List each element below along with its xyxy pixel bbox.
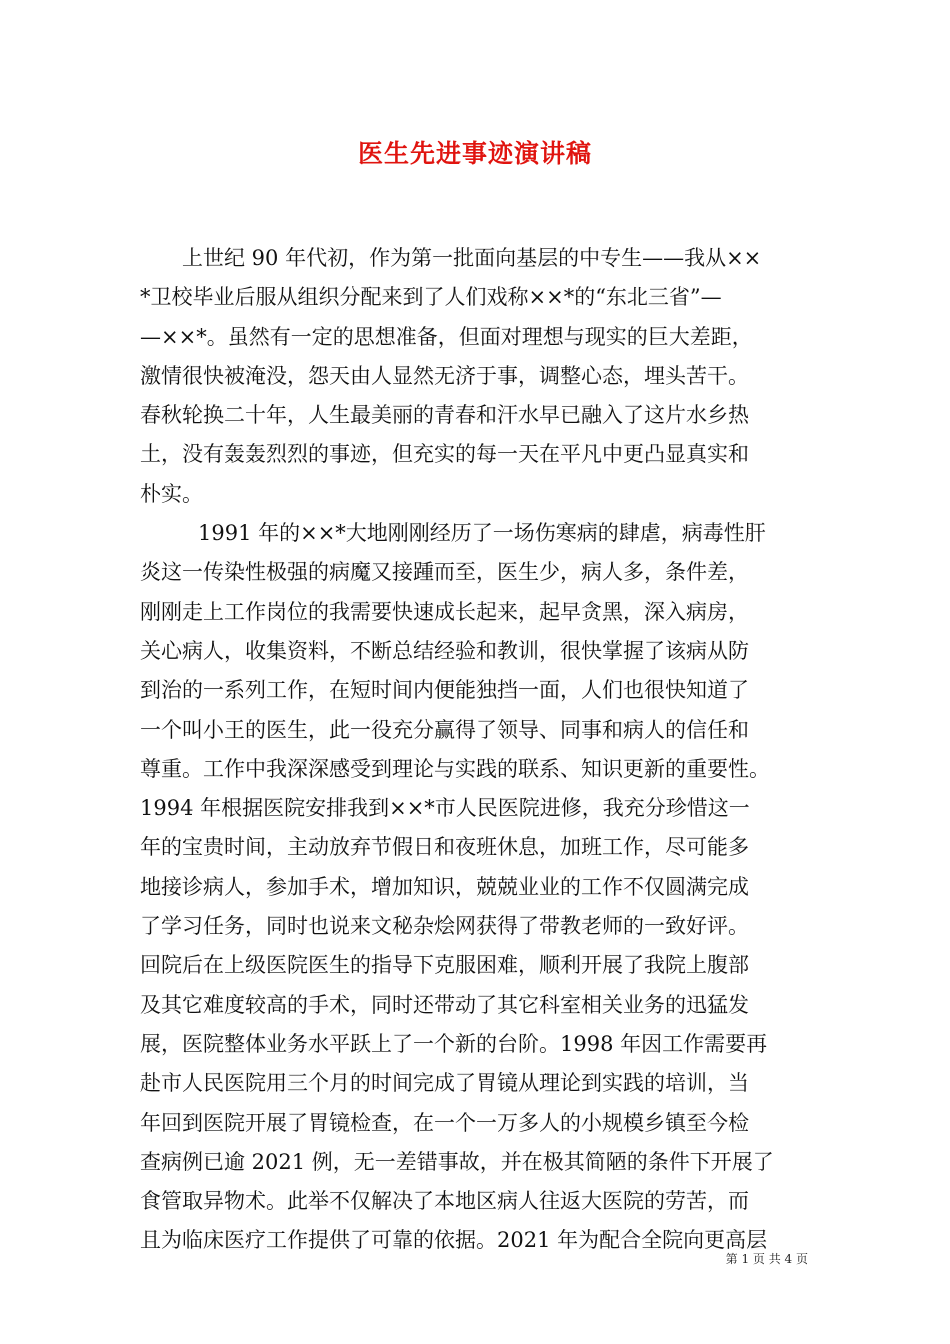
body-line: 了学习任务，同时也说来文秘杂烩网获得了带教老师的一致好评。 [140, 914, 749, 939]
document-title: 医生先进事迹演讲稿 [357, 139, 592, 168]
body-line: 查病例已逾 2021 例，无一差错事故，并在极其简陋的条件下开展了 [140, 1149, 774, 1174]
body-line: 1991 年的××*大地刚刚经历了一场伤寒病的肆虐，病毒性肝 [198, 521, 766, 546]
body-line: 土，没有轰轰烈烈的事迹，但充实的每一天在平凡中更凸显真实和 [140, 442, 749, 467]
body-line: 刚刚走上工作岗位的我需要快速成长起来，起早贪黑，深入病房， [140, 599, 749, 624]
body-line: 且为临床医疗工作提供了可靠的依据。2021 年为配合全院向更高层 [140, 1228, 768, 1253]
body-line: 朴实。 [140, 481, 203, 506]
body-line: 尊重。工作中我深深感受到理论与实践的联系、知识更新的重要性。 [140, 756, 770, 781]
body-line: 展，医院整体业务水平跃上了一个新的台阶。1998 年因工作需要再 [140, 1031, 768, 1056]
body-line: 上世纪 90 年代初，作为第一批面向基层的中专生——我从×× [182, 246, 762, 270]
body-line: 年回到医院开展了胃镜检查，在一个一万多人的小规模乡镇至今检 [140, 1110, 749, 1135]
body-line: 赴市人民医院用三个月的时间完成了胃镜从理论到实践的培训，当 [140, 1071, 749, 1096]
body-line: 炎这一传染性极强的病魔又接踵而至，医生少，病人多，条件差， [140, 560, 749, 585]
body-line: 激情很快被淹没，怨天由人显然无济于事，调整心态，埋头苦干。 [140, 363, 749, 388]
body-line: 关心病人，收集资料，不断总结经验和教训，很快掌握了该病从防 [140, 638, 749, 663]
body-line: 一个叫小王的医生，此一役充分赢得了领导、同事和病人的信任和 [140, 717, 749, 742]
body-line: 地接诊病人，参加手术，增加知识，兢兢业业的工作不仅圆满完成 [140, 874, 749, 899]
document-body [140, 239, 824, 1261]
body-line: —××*。虽然有一定的思想准备，但面对理想与现实的巨大差距， [140, 324, 753, 349]
body-line: 春秋轮换二十年，人生最美丽的青春和汗水早已融入了这片水乡热 [140, 403, 749, 428]
body-line: 年的宝贵时间，主动放弃节假日和夜班休息，加班工作，尽可能多 [140, 835, 749, 860]
body-line: 回院后在上级医院医生的指导下克服困难，顺利开展了我院上腹部 [140, 953, 749, 978]
body-line: 食管取异物术。此举不仅解决了本地区病人往返大医院的劳苦，而 [140, 1189, 749, 1214]
page-number: 第 1 页 共 4 页 [725, 1252, 808, 1266]
body-line: 1994 年根据医院安排我到××*市人民医院进修，我充分珍惜这一 [140, 796, 750, 821]
body-line: 及其它难度较高的手术，同时还带动了其它科室相关业务的迅猛发 [140, 992, 749, 1017]
body-line: *卫校毕业后服从组织分配来到了人们戏称××*的“东北三省”— [140, 285, 722, 310]
body-line: 到治的一系列工作，在短时间内便能独挡一面，人们也很快知道了 [140, 678, 749, 703]
